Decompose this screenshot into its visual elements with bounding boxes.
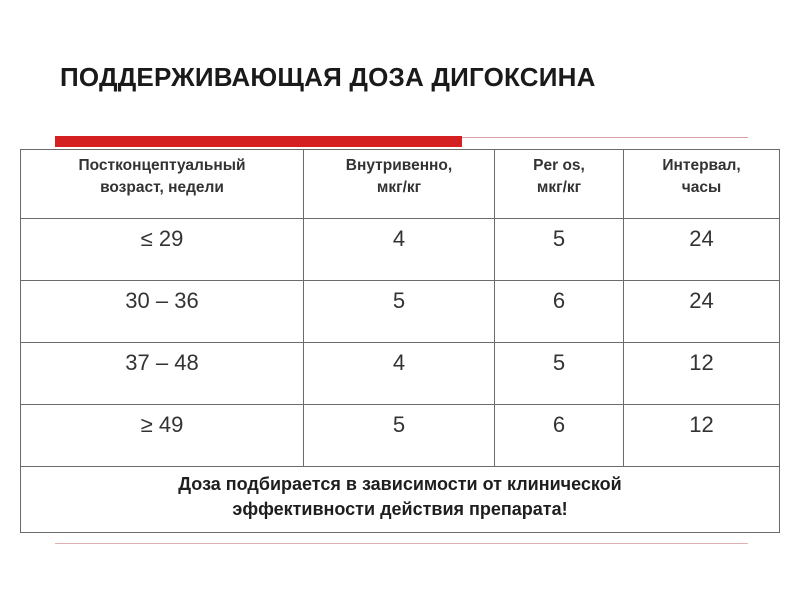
table-header-row	[21, 150, 780, 219]
column-header-interval-line2: часы	[681, 179, 722, 196]
dose-note-line2: эффективности действия препарата!	[232, 499, 568, 519]
cell-iv-dose: 5	[304, 405, 495, 467]
table-note-row	[21, 467, 780, 533]
footer-divider	[55, 543, 748, 544]
column-header-oral-line1: Per os,	[533, 157, 585, 174]
cell-oral-dose: 6	[495, 405, 624, 467]
page-title: ПОДДЕРЖИВАЮЩАЯ ДОЗА ДИГОКСИНА	[60, 62, 596, 92]
dose-note	[21, 467, 780, 533]
column-header-iv-line2: мкг/кг	[376, 179, 422, 196]
column-header-iv	[304, 150, 495, 219]
cell-iv-dose: 4	[304, 219, 495, 281]
cell-interval: 12	[624, 343, 780, 405]
column-header-oral	[495, 150, 624, 219]
column-header-age-line1: Постконцептуальный	[78, 157, 246, 174]
cell-age: ≥ 49	[21, 405, 304, 467]
table-row	[21, 405, 780, 467]
column-header-interval-line1: Интервал,	[662, 157, 741, 174]
cell-oral-dose: 5	[495, 343, 624, 405]
cell-iv-dose: 5	[304, 281, 495, 343]
cell-age: 37 – 48	[21, 343, 304, 405]
table-row	[21, 281, 780, 343]
column-header-interval	[624, 150, 780, 219]
cell-oral-dose: 5	[495, 219, 624, 281]
cell-age: 30 – 36	[21, 281, 304, 343]
column-header-age	[21, 150, 304, 219]
title-accent-bar	[55, 136, 462, 147]
dose-note-line1: Доза подбирается в зависимости от клинической	[178, 474, 622, 494]
table-row	[21, 343, 780, 405]
title-accent-line	[462, 137, 748, 138]
dosage-table	[20, 149, 780, 533]
cell-interval: 24	[624, 219, 780, 281]
column-header-oral-line2: мкг/кг	[536, 179, 582, 196]
table-row	[21, 219, 780, 281]
column-header-age-line2: возраст, недели	[100, 179, 224, 196]
column-header-iv-line1: Внутривенно,	[345, 157, 453, 174]
cell-iv-dose: 4	[304, 343, 495, 405]
cell-oral-dose: 6	[495, 281, 624, 343]
cell-interval: 12	[624, 405, 780, 467]
cell-age: ≤ 29	[21, 219, 304, 281]
cell-interval: 24	[624, 281, 780, 343]
